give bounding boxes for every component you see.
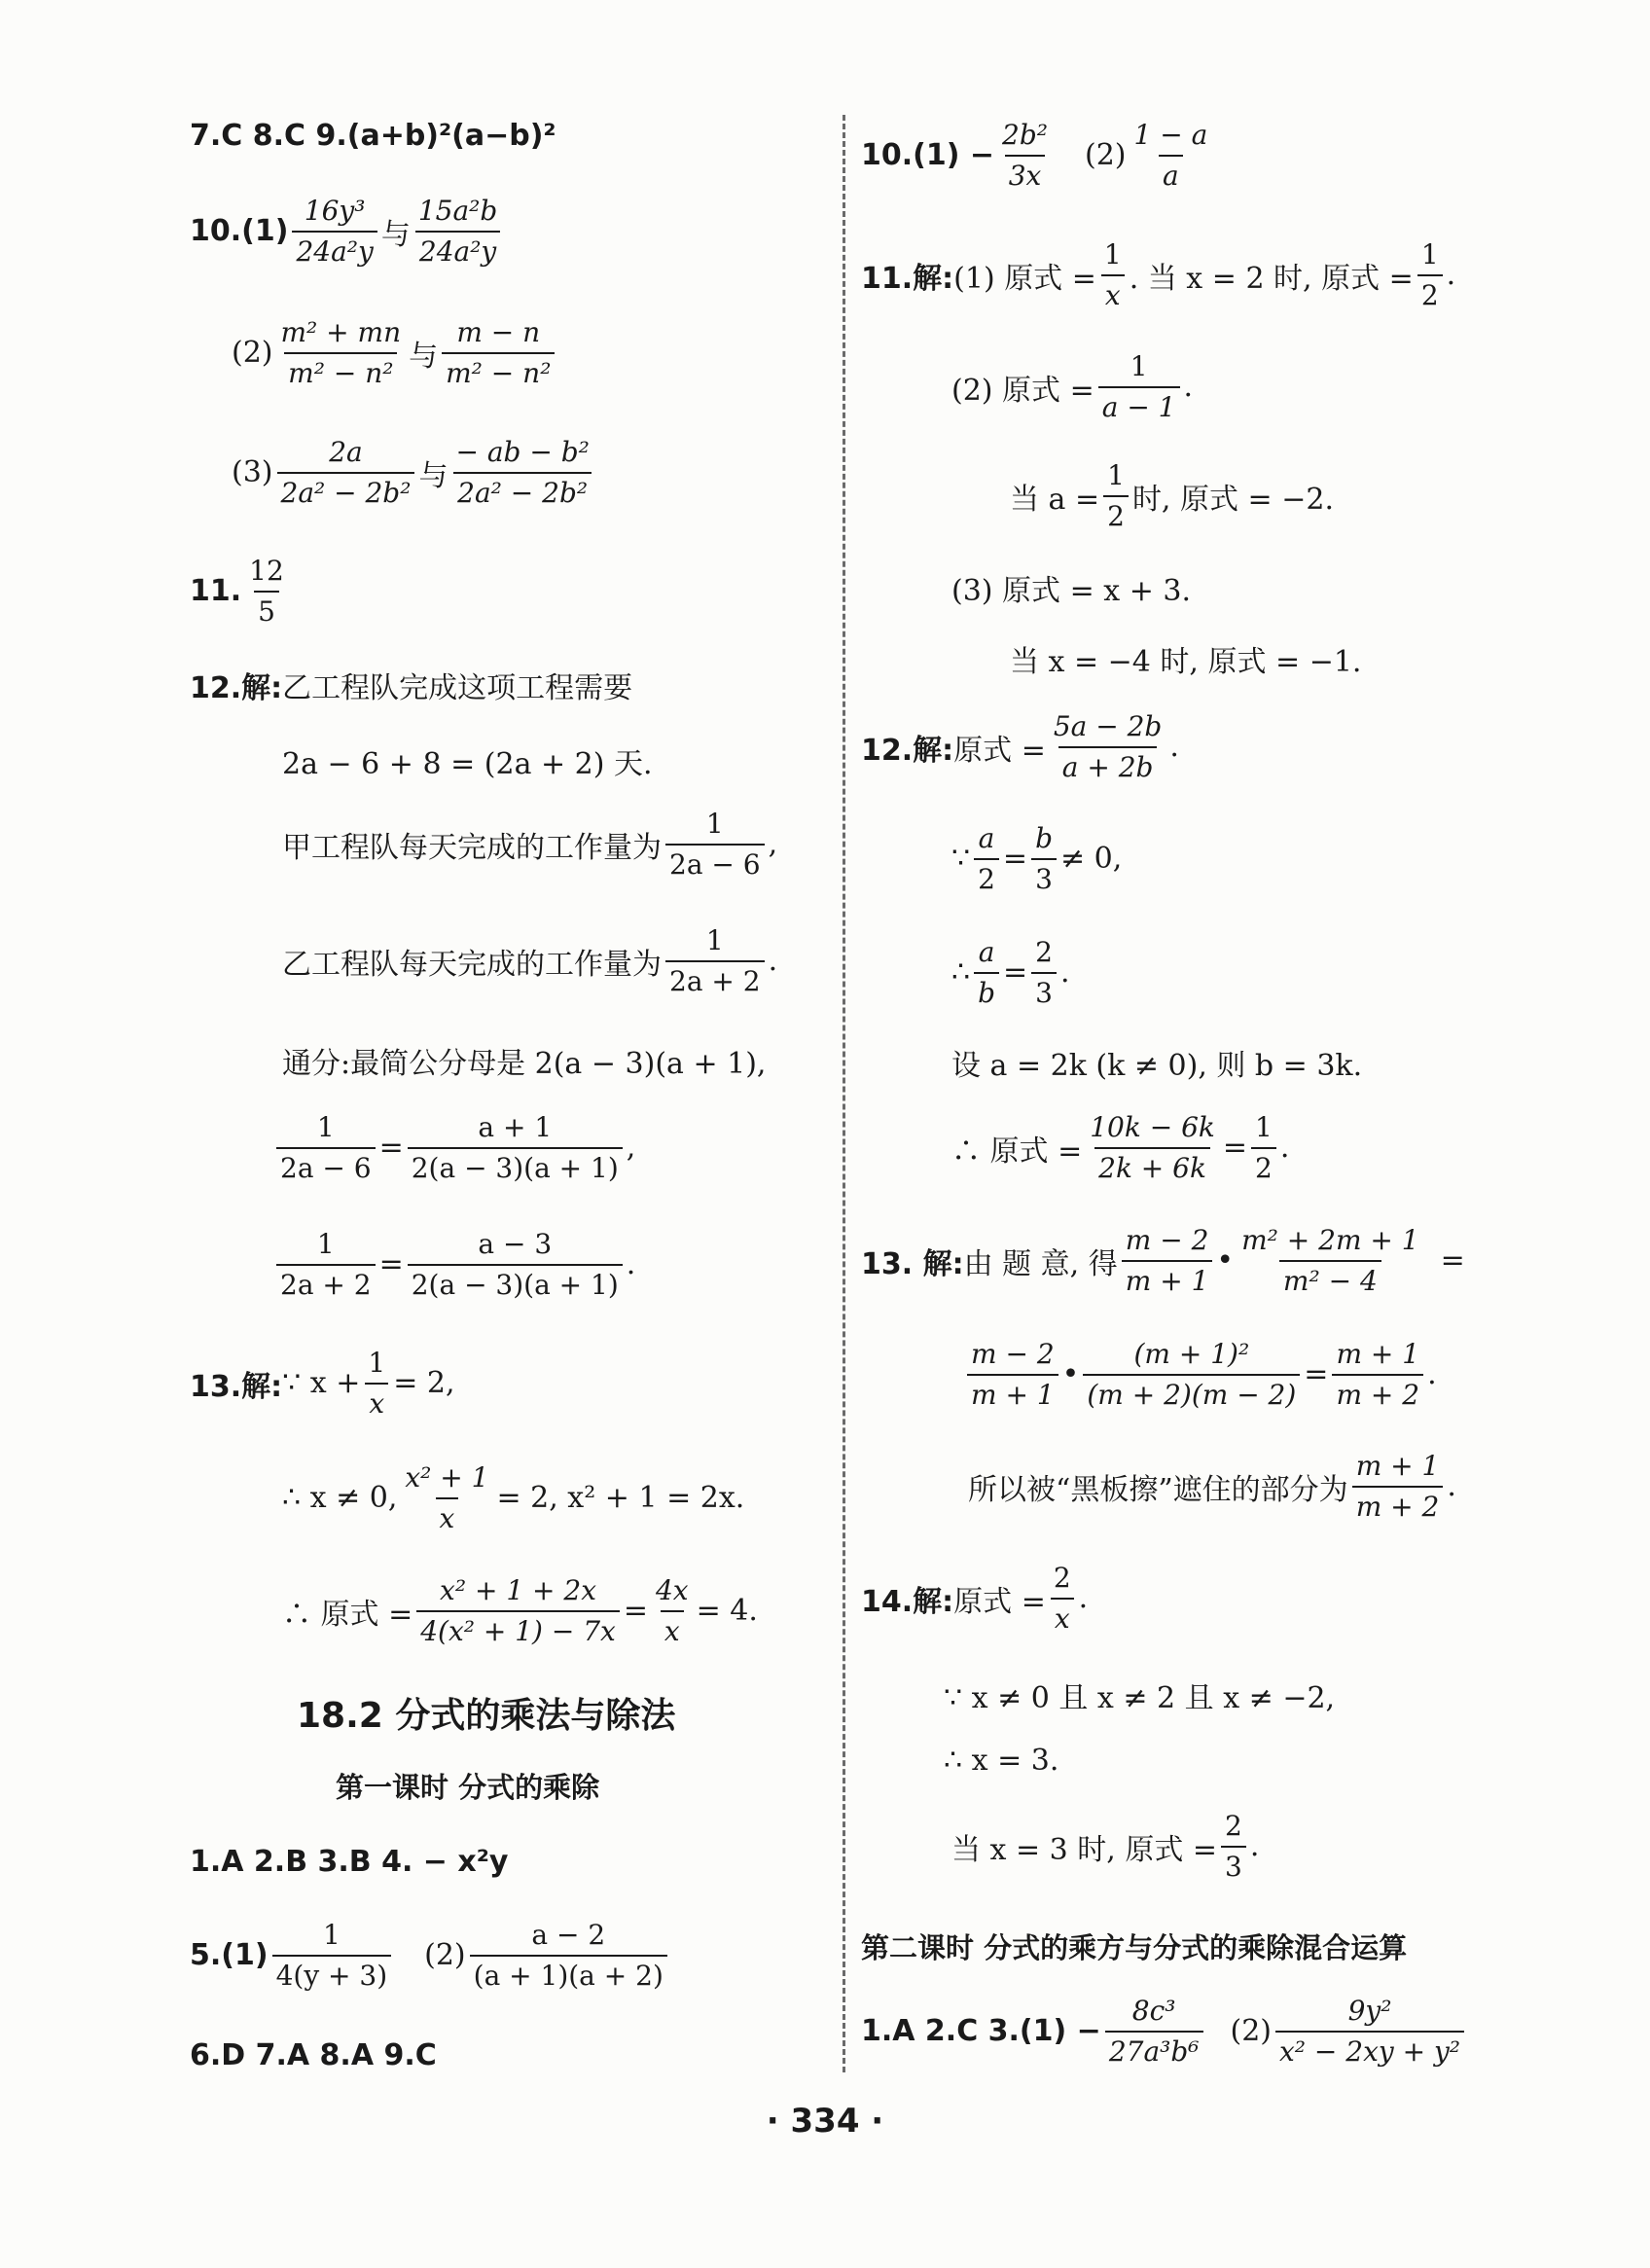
fraction: $\frac{5a - 2b}{a + 2b}$ — [1053, 710, 1163, 783]
answers-1-4 — [190, 1845, 508, 1879]
fraction: $\frac{\text{15a²b}}{\text{24a²y}}$ — [414, 195, 501, 268]
answer-label: 5.(1) — [190, 1938, 269, 1973]
connector-text: 与 — [380, 217, 411, 252]
fraction: $\frac{m - n}{\text{m² − n²}}$ — [442, 316, 555, 389]
fraction: $\frac{\text{9y²}}{\text{x² − 2xy + y²}}$ — [1275, 1995, 1464, 2068]
answer-text: 乙工程队每天完成的工作量为 — [282, 947, 662, 982]
answer-label: (2) — [232, 336, 273, 371]
answer-r12-ratio: ∴ $\frac{a}{b}$ = $\frac{2}{3}$ . — [951, 936, 1070, 1009]
fraction: $\frac{\text{8c³}}{\text{27a³b⁶}}$ — [1105, 1995, 1203, 2068]
fraction: $\frac{1}{2}$ — [1251, 1111, 1276, 1184]
answer-text: 6.D 7.A 8.A 9.C — [190, 2038, 437, 2072]
answer-12-team-b: 乙工程队每天完成的工作量为 $\frac{1}{2a + 2}$ . — [282, 924, 778, 997]
connector-text: 与 — [418, 458, 448, 493]
answers-7-9 — [190, 119, 556, 153]
column-divider — [843, 115, 845, 2072]
fraction: $\frac{2}{3}$ — [1031, 936, 1057, 1009]
answer-label: 1.A 2.C 3.(1) − — [861, 2014, 1101, 2049]
answer-10-3 — [232, 436, 597, 509]
answer-r10: 10.(1) − $\frac{\text{2b²}}{3x}$ (2) $\frac{1 - a}{a}$ — [861, 119, 1215, 192]
answer-text: 乙工程队完成这项工程需要 — [282, 671, 633, 705]
answer-text: 7.C 8.C 9.(a+b)²(a−b)² — [190, 119, 556, 153]
answer-text: 2a − 6 + 8 = (2a + 2) 天. — [282, 747, 653, 781]
answer-r11-2-value: 当 a = $\frac{1}{2}$ 时, 原式 = −2. — [1010, 459, 1334, 532]
fraction: $\frac{1}{a - 1}$ — [1098, 350, 1180, 423]
answer-r12-result: ∴ 原式 = $\frac{10k - 6k}{2k + 6k}$ = $\frac{1}{2}$ . — [951, 1111, 1290, 1184]
fraction: $\frac{\text{x² + 1}}{x}$ — [405, 1461, 489, 1534]
fraction: $\frac{\text{16y³}}{\text{24a²y}}$ — [292, 195, 377, 268]
answer-13-result: ∴ 原式 = $\frac{\text{x² + 1 + 2x}}{\text{4(x² + 1) − 7x}}$ = $\frac{4x}{x}$ = 4. — [282, 1574, 758, 1647]
answer-r14-x — [944, 1744, 1058, 1778]
answer-label: 12.解: — [190, 671, 283, 705]
answer-label: 10.(1) − — [861, 138, 995, 173]
answers-second-lesson: 1.A 2.C 3.(1) − $\frac{\text{8c³}}{\text{27a³b⁶}}$ (2) $\frac{\text{9y²}}{\text{x² − 2xy + y²}}$ — [861, 1995, 1468, 2068]
fraction: $\frac{\text{x² + 1 + 2x}}{\text{4(x² + 1) − 7x}}$ — [416, 1574, 620, 1647]
fraction: $\frac{\text{2b²}}{3x}$ — [1002, 119, 1048, 192]
fraction: $\frac{b}{3}$ — [1031, 822, 1057, 895]
fraction: $\frac{a}{2}$ — [974, 822, 999, 895]
answers-6-9 — [190, 2038, 437, 2072]
answer-r12-substitute — [951, 1041, 1362, 1084]
fraction: $\frac{2}{x}$ — [1050, 1562, 1075, 1635]
fraction: $\frac{m + 1}{m + 2}$ — [1352, 1450, 1444, 1523]
fraction: $\frac{1}{x}$ — [364, 1347, 389, 1420]
answer-r13-step: $\frac{m - 2}{m + 1}$ • $\frac{\text{(m + 1)²}}{(m + 2)(m - 2)}$ = $\frac{m + 1}{m + 2}$ . — [963, 1338, 1437, 1411]
answer-text: 设 a = 2k (k ≠ 0), 则 b = 3k. — [951, 1049, 1363, 1083]
fraction: $\frac{m - 2}{m + 1}$ — [1122, 1224, 1213, 1297]
fraction: $\frac{1}{4(y + 3)}$ — [272, 1919, 392, 1992]
answer-text: 甲工程队每天完成的工作量为 — [282, 830, 662, 865]
answer-text: 通分:最简公分母是 2(a − 3)(a + 1), — [282, 1047, 767, 1081]
answer-12-days — [282, 739, 653, 782]
fraction: $\frac{1}{2a - 6}$ — [665, 808, 765, 881]
answer-13-given: 13.解: ∵ x + $\frac{1}{x}$ = 2, — [190, 1347, 455, 1420]
answer-text: (3) 原式 = x + 3. — [951, 574, 1191, 608]
connector-text: 与 — [409, 339, 439, 374]
fraction: $\frac{m + 1}{m + 2}$ — [1332, 1338, 1423, 1411]
answer-12-intro — [190, 664, 632, 706]
answer-r14-condition — [944, 1674, 1335, 1716]
section-title: 18.2 分式的乘法与除法 — [297, 1696, 676, 1736]
fraction: $\frac{2}{3}$ — [1221, 1810, 1246, 1883]
answer-12-common-denominator — [282, 1039, 766, 1082]
answer-r11-1: 11.解: (1) 原式 = $\frac{1}{x}$ . 当 x = 2 时, 原式 = $\frac{1}{2}$ . — [861, 238, 1456, 311]
answer-r14-result: 当 x = 3 时, 原式 = $\frac{2}{3}$ . — [951, 1810, 1260, 1883]
answer-r12: 12.解: 原式 = $\frac{5a - 2b}{a + 2b}$ . — [861, 710, 1179, 783]
answer-r11-3-value — [1010, 637, 1361, 680]
fraction: $\frac{10k - 6k}{2k + 6k}$ — [1090, 1111, 1215, 1184]
fraction: $\frac{\text{− ab − b²}}{\text{2a² − 2b²}}$ — [451, 436, 592, 509]
fraction: $\frac{2a}{\text{2a² − 2b²}}$ — [277, 436, 415, 509]
answer-label: 11. — [190, 574, 242, 609]
fraction: $\frac{4x}{x}$ — [655, 1574, 689, 1647]
answer-10-1 — [190, 195, 505, 268]
fraction: $\frac{\text{(m + 1)²}}{(m + 2)(m - 2)}$ — [1083, 1338, 1300, 1411]
answer-label: 14.解: — [861, 1584, 954, 1619]
fraction: $\frac{a - 3}{2(a - 3)(a + 1)}$ — [408, 1228, 623, 1301]
answer-r14: 14.解: 原式 = $\frac{2}{x}$ . — [861, 1562, 1089, 1635]
answer-text: 当 x = −4 时, 原式 = −1. — [1010, 645, 1362, 679]
fraction: $\frac{1}{x}$ — [1100, 238, 1126, 311]
answer-label: 13.解: — [190, 1369, 283, 1404]
answer-12-team-a: 甲工程队每天完成的工作量为 $\frac{1}{2a - 6}$ , — [282, 808, 778, 881]
answer-r13-conclusion: 所以被“黑板擦”遮住的部分为 $\frac{m + 1}{m + 2}$ . — [968, 1450, 1456, 1523]
answer-12-eq1: $\frac{1}{2a - 6}$ = $\frac{a + 1}{2(a - 3)(a + 1)}$ , — [272, 1111, 635, 1184]
fraction: $\frac{1}{2a + 2}$ — [276, 1228, 376, 1301]
fraction: $\frac{\text{m² + mn}}{\text{m² − n²}}$ — [280, 316, 402, 389]
answer-label: (3) — [232, 455, 273, 490]
lesson-title: 第一课时 分式的乘除 — [336, 1771, 600, 1804]
answer-12-eq2: $\frac{1}{2a + 2}$ = $\frac{a - 3}{2(a - 3)(a + 1)}$ . — [272, 1228, 635, 1301]
answer-text: ∵ x ≠ 0 且 x ≠ 2 且 x ≠ −2, — [944, 1681, 1336, 1715]
page-number: · 334 · — [766, 2102, 884, 2141]
answer-text: 1.A 2.B 3.B 4. − x²y — [190, 1845, 509, 1879]
fraction: $\frac{a}{b}$ — [974, 936, 999, 1009]
answer-label: 13. 解: — [861, 1246, 964, 1281]
lesson-title-2: 第二课时 分式的乘方与分式的乘除混合运算 — [861, 1931, 1408, 1964]
answer-10-2 — [232, 316, 558, 389]
fraction: $\frac{a - 2}{(a + 1)(a + 2)}$ — [470, 1919, 667, 1992]
fraction: $\frac{m - 2}{m + 1}$ — [967, 1338, 1058, 1411]
answer-r13: 13. 解: 由 题 意, 得 $\frac{m - 2}{m + 1}$ • $\frac{\text{m² + 2m + 1}}{\text{m² − 4}}$ = — [861, 1224, 1465, 1297]
answer-label: 11.解: — [861, 261, 954, 296]
answer-r11-2: (2) 原式 = $\frac{1}{a - 1}$ . — [951, 350, 1194, 423]
fraction: $\frac{1}{2a + 2}$ — [665, 924, 765, 997]
answer-11 — [190, 555, 292, 628]
answer-label: 12.解: — [861, 733, 954, 768]
fraction: $\frac{1 - a}{a}$ — [1133, 119, 1208, 192]
answer-label: 10.(1) — [190, 214, 289, 249]
fraction: $\frac{1}{2}$ — [1417, 238, 1443, 311]
answer-5: 5.(1) $\frac{1}{4(y + 3)}$ (2) $\frac{a - 2}{(a + 1)(a + 2)}$ — [190, 1919, 671, 1992]
answer-r12-given: ∵ $\frac{a}{2}$ = $\frac{b}{3}$ ≠ 0, — [951, 822, 1123, 895]
fraction: $\frac{a + 1}{2(a - 3)(a + 1)}$ — [408, 1111, 623, 1184]
fraction: $\frac{1}{2}$ — [1103, 459, 1129, 532]
fraction: $\frac{12}{5}$ — [249, 555, 284, 628]
fraction: $\frac{1}{2a - 6}$ — [276, 1111, 376, 1184]
fraction: $\frac{\text{m² + 2m + 1}}{\text{m² − 4}}$ — [1241, 1224, 1419, 1297]
answer-text: ∴ x = 3. — [944, 1744, 1059, 1778]
answer-13-step: ∴ x ≠ 0, $\frac{\text{x² + 1}}{x}$ = 2, x² + 1 = 2x. — [282, 1461, 745, 1534]
answer-r11-3 — [951, 566, 1191, 609]
